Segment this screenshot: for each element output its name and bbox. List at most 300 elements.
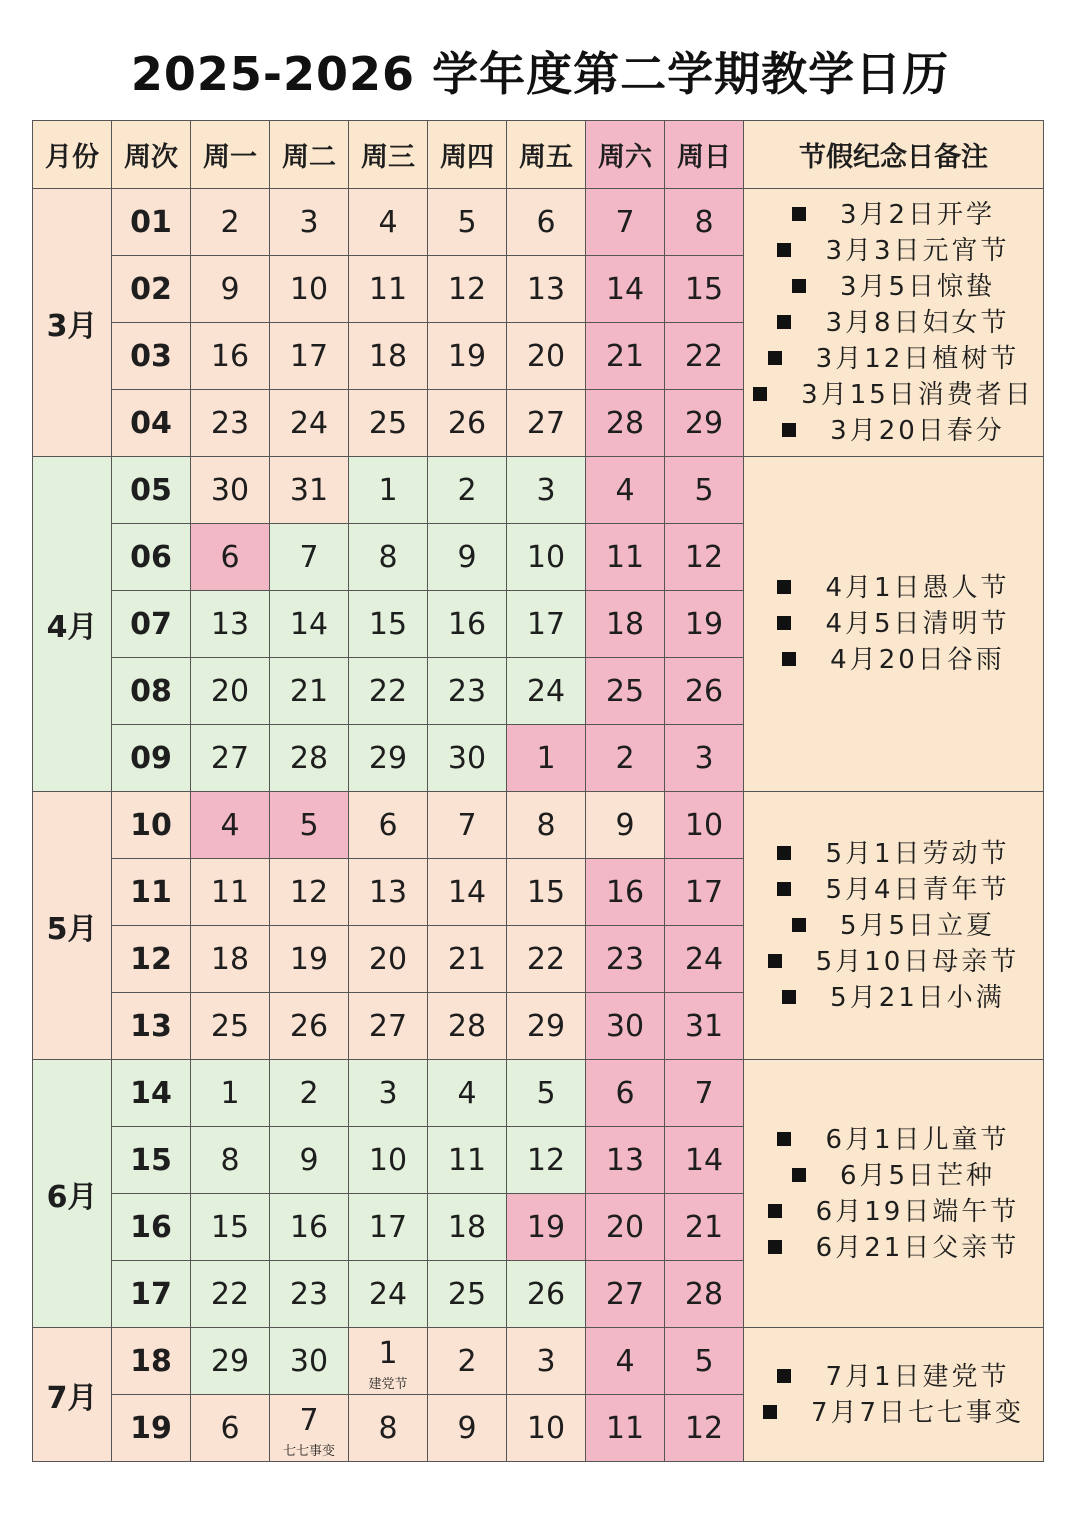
day-cell: [665, 1127, 744, 1194]
day-cell: [270, 1127, 349, 1194]
week-number: 10: [112, 792, 191, 859]
day-cell: [349, 1194, 428, 1261]
day-number: 1: [378, 1335, 398, 1371]
day-number: 9: [615, 807, 635, 843]
day-cell: [349, 859, 428, 926]
day-cell: [507, 256, 586, 323]
day-note: 七七事变: [282, 1444, 335, 1459]
note-text: 3月15日消费者日: [801, 379, 1034, 410]
day-cell: [349, 658, 428, 725]
day-number: 13: [368, 874, 408, 910]
day-number: 24: [368, 1276, 408, 1312]
note-text: 3月3日元宵节: [825, 235, 1010, 266]
day-number: 5: [536, 1075, 556, 1111]
week-number: 06: [112, 524, 191, 591]
day-number: 10: [684, 807, 724, 843]
note-item: [744, 269, 1043, 305]
day-cell: [586, 1328, 665, 1395]
week-number: 11: [112, 859, 191, 926]
day-number: 16: [289, 1209, 329, 1245]
day-cell: [586, 725, 665, 792]
note-text: 3月2日开学: [839, 199, 996, 230]
day-number: 10: [368, 1142, 408, 1178]
day-number: 9: [457, 539, 477, 575]
square-bullet-icon: [753, 387, 767, 401]
square-bullet-icon: [763, 1405, 777, 1419]
day-cell: [507, 1127, 586, 1194]
day-cell: [349, 725, 428, 792]
day-cell: [191, 524, 270, 591]
day-cell: [191, 993, 270, 1060]
day-cell: [586, 1127, 665, 1194]
week-number: 17: [112, 1261, 191, 1328]
note-text: 3月12日植树节: [815, 343, 1020, 374]
day-number: 3: [536, 472, 556, 508]
week-number: 03: [112, 323, 191, 390]
day-number: 25: [605, 673, 645, 709]
day-number: 12: [526, 1142, 566, 1178]
day-cell: [665, 323, 744, 390]
day-cell: [428, 1194, 507, 1261]
note-item: [744, 1194, 1043, 1230]
day-number: 29: [210, 1343, 250, 1379]
day-cell: [507, 658, 586, 725]
notes-list: [744, 197, 1043, 449]
note-item: [744, 1395, 1043, 1431]
square-bullet-icon: [792, 279, 806, 293]
note-item: [744, 233, 1043, 269]
day-cell: [349, 1060, 428, 1127]
day-cell: [665, 792, 744, 859]
day-number: 30: [447, 740, 487, 776]
day-number: 3: [694, 740, 714, 776]
day-cell: [665, 926, 744, 993]
week-number: 13: [112, 993, 191, 1060]
day-number: 7: [694, 1075, 714, 1111]
day-cell: [191, 256, 270, 323]
day-number: 20: [210, 673, 250, 709]
day-cell: [191, 792, 270, 859]
day-number: 29: [368, 740, 408, 776]
day-number: 4: [615, 472, 635, 508]
day-cell: [428, 591, 507, 658]
day-cell: [191, 1261, 270, 1328]
day-cell: [270, 658, 349, 725]
day-number: 14: [684, 1142, 724, 1178]
month-label: 4月: [33, 457, 112, 792]
day-number: 26: [447, 405, 487, 441]
day-number: 22: [210, 1276, 250, 1312]
day-number: 9: [299, 1142, 319, 1178]
day-cell: [270, 859, 349, 926]
day-number: 16: [210, 338, 250, 374]
day-cell: [191, 725, 270, 792]
day-number: 4: [615, 1343, 635, 1379]
day-number: 11: [368, 271, 408, 307]
day-cell: [270, 1261, 349, 1328]
day-cell: [270, 524, 349, 591]
day-number: 19: [289, 941, 329, 977]
day-number: 6: [220, 539, 240, 575]
day-number: 23: [289, 1276, 329, 1312]
note-item: [744, 1158, 1043, 1194]
day-number: 8: [536, 807, 556, 843]
day-number: 5: [694, 1343, 714, 1379]
week-number: 18: [112, 1328, 191, 1395]
square-bullet-icon: [782, 652, 796, 666]
day-number: 7: [615, 204, 635, 240]
day-cell: [428, 256, 507, 323]
day-cell: [191, 926, 270, 993]
day-cell: [665, 1328, 744, 1395]
note-text: 6月1日儿童节: [825, 1124, 1010, 1155]
note-item: [744, 908, 1043, 944]
day-cell: [507, 1060, 586, 1127]
day-number: 7: [299, 1402, 319, 1438]
day-number: 29: [526, 1008, 566, 1044]
day-cell: [428, 1261, 507, 1328]
day-cell: [586, 390, 665, 457]
day-cell: [428, 926, 507, 993]
day-cell: [428, 1060, 507, 1127]
note-item: [744, 197, 1043, 233]
day-number: 27: [605, 1276, 645, 1312]
week-number: 08: [112, 658, 191, 725]
day-cell: [428, 189, 507, 256]
day-cell: [586, 1060, 665, 1127]
header-row: [33, 121, 1044, 189]
day-cell: [349, 993, 428, 1060]
day-cell: [507, 189, 586, 256]
day-cell: [586, 792, 665, 859]
note-text: 7月7日七七事变: [810, 1397, 1025, 1428]
day-cell: [586, 1194, 665, 1261]
day-number: 26: [526, 1276, 566, 1312]
day-number: 6: [615, 1075, 635, 1111]
day-cell: [270, 926, 349, 993]
day-cell: [665, 524, 744, 591]
day-number: 2: [457, 1343, 477, 1379]
day-number: 19: [526, 1209, 566, 1245]
day-number: 8: [378, 539, 398, 575]
note-item: [744, 836, 1043, 872]
note-item: [744, 1359, 1043, 1395]
square-bullet-icon: [777, 580, 791, 594]
note-item: [744, 606, 1043, 642]
header-notes: 节假纪念日备注: [744, 121, 1044, 189]
square-bullet-icon: [777, 1369, 791, 1383]
week-number: 12: [112, 926, 191, 993]
header-month: 月份: [33, 121, 112, 189]
day-number: 30: [605, 1008, 645, 1044]
note-item: [744, 1230, 1043, 1266]
header-fri: 周五: [507, 121, 586, 189]
day-cell: [507, 1194, 586, 1261]
day-cell: [665, 1060, 744, 1127]
header-tue: 周二: [270, 121, 349, 189]
page-title: 2025-2026 学年度第二学期教学日历: [130, 47, 950, 101]
square-bullet-icon: [777, 846, 791, 860]
square-bullet-icon: [792, 918, 806, 932]
day-cell: [349, 323, 428, 390]
day-number: 21: [605, 338, 645, 374]
day-cell: [586, 859, 665, 926]
note-item: [744, 980, 1043, 1016]
day-cell: [270, 792, 349, 859]
day-number: 22: [526, 941, 566, 977]
day-number: 2: [220, 204, 240, 240]
square-bullet-icon: [768, 954, 782, 968]
square-bullet-icon: [768, 351, 782, 365]
day-number: 23: [210, 405, 250, 441]
day-cell: [191, 390, 270, 457]
header-week: 周次: [112, 121, 191, 189]
day-cell: [665, 993, 744, 1060]
day-number: 8: [378, 1410, 398, 1446]
day-number: 4: [378, 204, 398, 240]
day-number: 12: [684, 539, 724, 575]
week-number: 19: [112, 1395, 191, 1462]
note-item: [744, 872, 1043, 908]
day-number: 19: [447, 338, 487, 374]
day-number: 2: [457, 472, 477, 508]
day-cell: [586, 658, 665, 725]
day-cell: [507, 993, 586, 1060]
note-text: 5月4日青年节: [825, 874, 1010, 905]
day-number: 10: [289, 271, 329, 307]
day-cell: [349, 390, 428, 457]
day-cell: [665, 725, 744, 792]
day-cell: [191, 323, 270, 390]
day-number: 24: [526, 673, 566, 709]
day-cell: [428, 658, 507, 725]
day-number: 31: [289, 472, 329, 508]
square-bullet-icon: [792, 1168, 806, 1182]
day-number: 1: [220, 1075, 240, 1111]
day-number: 2: [615, 740, 635, 776]
day-cell: [349, 792, 428, 859]
note-text: 6月5日芒种: [839, 1160, 996, 1191]
day-number: 5: [457, 204, 477, 240]
day-number: 24: [684, 941, 724, 977]
day-number: 22: [684, 338, 724, 374]
day-cell: [191, 1060, 270, 1127]
day-number: 23: [447, 673, 487, 709]
day-number: 25: [447, 1276, 487, 1312]
day-cell: [428, 457, 507, 524]
day-cell: [191, 859, 270, 926]
note-item: [744, 570, 1043, 606]
day-number: 15: [210, 1209, 250, 1245]
notes-cell: [744, 792, 1044, 1060]
day-cell: [349, 1328, 428, 1395]
day-number: 12: [447, 271, 487, 307]
day-cell: [507, 792, 586, 859]
day-number: 15: [526, 874, 566, 910]
day-cell: [428, 1127, 507, 1194]
day-cell: [428, 524, 507, 591]
note-item: [744, 305, 1043, 341]
day-number: 25: [210, 1008, 250, 1044]
day-number: 17: [289, 338, 329, 374]
day-cell: [270, 993, 349, 1060]
day-cell: [191, 658, 270, 725]
day-cell: [191, 1395, 270, 1462]
month-label: 6月: [33, 1060, 112, 1328]
day-number: 28: [684, 1276, 724, 1312]
day-number: 14: [447, 874, 487, 910]
day-number: 13: [526, 271, 566, 307]
day-cell: [665, 256, 744, 323]
note-text: 5月10日母亲节: [815, 946, 1020, 977]
week-row: [33, 792, 1044, 859]
month-label: 7月: [33, 1328, 112, 1462]
day-number: 11: [447, 1142, 487, 1178]
week-number: 16: [112, 1194, 191, 1261]
notes-cell: [744, 457, 1044, 792]
day-cell: [428, 792, 507, 859]
day-cell: [191, 1328, 270, 1395]
note-text: 4月20日谷雨: [830, 645, 1005, 675]
note-item: [744, 413, 1043, 449]
day-number: 26: [684, 673, 724, 709]
note-text: 5月1日劳动节: [825, 838, 1010, 869]
notes-list: [744, 570, 1043, 678]
day-number: 18: [210, 941, 250, 977]
day-number: 9: [220, 271, 240, 307]
day-cell: [428, 993, 507, 1060]
day-cell: [349, 524, 428, 591]
day-cell: [507, 1261, 586, 1328]
week-number: 14: [112, 1060, 191, 1127]
day-number: 28: [289, 740, 329, 776]
day-cell: [665, 591, 744, 658]
note-item: [744, 944, 1043, 980]
notes-list: [744, 1359, 1043, 1431]
day-number: 27: [210, 740, 250, 776]
day-number: 4: [457, 1075, 477, 1111]
day-cell: [507, 457, 586, 524]
day-number: 17: [526, 606, 566, 642]
square-bullet-icon: [768, 1240, 782, 1254]
note-text: 7月1日建党节: [825, 1361, 1010, 1392]
day-cell: [507, 725, 586, 792]
day-cell: [270, 390, 349, 457]
day-number: 18: [605, 606, 645, 642]
day-cell: [507, 524, 586, 591]
day-number: 1: [378, 472, 398, 508]
note-item: [744, 642, 1043, 678]
day-cell: [586, 256, 665, 323]
day-cell: [665, 1261, 744, 1328]
day-cell: [665, 189, 744, 256]
square-bullet-icon: [782, 990, 796, 1004]
notes-cell: [744, 189, 1044, 457]
day-number: 23: [605, 941, 645, 977]
day-cell: [349, 1395, 428, 1462]
week-row: [33, 1328, 1044, 1395]
header-sat: 周六: [586, 121, 665, 189]
day-number: 12: [289, 874, 329, 910]
day-cell: [665, 1194, 744, 1261]
day-cell: [428, 725, 507, 792]
header-wed: 周三: [349, 121, 428, 189]
day-number: 30: [210, 472, 250, 508]
day-number: 3: [299, 204, 319, 240]
day-number: 11: [605, 1410, 645, 1446]
day-number: 19: [684, 606, 724, 642]
calendar-table: [32, 120, 1044, 1462]
square-bullet-icon: [777, 315, 791, 329]
day-cell: [428, 1328, 507, 1395]
day-cell: [191, 1127, 270, 1194]
note-text: 5月5日立夏: [839, 910, 996, 941]
day-number: 28: [447, 1008, 487, 1044]
day-cell: [270, 1328, 349, 1395]
day-number: 14: [289, 606, 329, 642]
day-cell: [349, 1127, 428, 1194]
day-number: 13: [210, 606, 250, 642]
day-cell: [665, 859, 744, 926]
day-cell: [191, 457, 270, 524]
square-bullet-icon: [777, 616, 791, 630]
day-number: 13: [605, 1142, 645, 1178]
day-number: 17: [368, 1209, 408, 1245]
day-cell: [507, 1328, 586, 1395]
day-number: 5: [694, 472, 714, 508]
header-sun: 周日: [665, 121, 744, 189]
week-number: 15: [112, 1127, 191, 1194]
header-thu: 周四: [428, 121, 507, 189]
week-number: 02: [112, 256, 191, 323]
day-number: 3: [378, 1075, 398, 1111]
day-number: 15: [684, 271, 724, 307]
note-text: 6月19日端午节: [815, 1196, 1020, 1227]
day-number: 10: [526, 539, 566, 575]
day-number: 18: [447, 1209, 487, 1245]
day-number: 12: [684, 1410, 724, 1446]
week-number: 09: [112, 725, 191, 792]
day-number: 5: [299, 807, 319, 843]
note-item: [744, 377, 1043, 413]
day-cell: [586, 189, 665, 256]
day-number: 17: [684, 874, 724, 910]
day-cell: [586, 993, 665, 1060]
day-cell: [349, 926, 428, 993]
day-number: 15: [368, 606, 408, 642]
day-cell: [270, 1060, 349, 1127]
day-cell: [270, 1194, 349, 1261]
square-bullet-icon: [777, 1132, 791, 1146]
day-number: 26: [289, 1008, 329, 1044]
day-cell: [586, 323, 665, 390]
day-number: 6: [220, 1410, 240, 1446]
day-number: 22: [368, 673, 408, 709]
square-bullet-icon: [777, 882, 791, 896]
day-cell: [349, 256, 428, 323]
notes-cell: [744, 1060, 1044, 1328]
day-cell: [586, 1261, 665, 1328]
note-item: [744, 1122, 1043, 1158]
note-text: 6月21日父亲节: [815, 1232, 1020, 1263]
week-number: 01: [112, 189, 191, 256]
day-cell: [349, 1261, 428, 1328]
day-number: 14: [605, 271, 645, 307]
notes-list: [744, 1122, 1043, 1266]
square-bullet-icon: [782, 423, 796, 437]
day-number: 20: [368, 941, 408, 977]
day-cell: [507, 390, 586, 457]
